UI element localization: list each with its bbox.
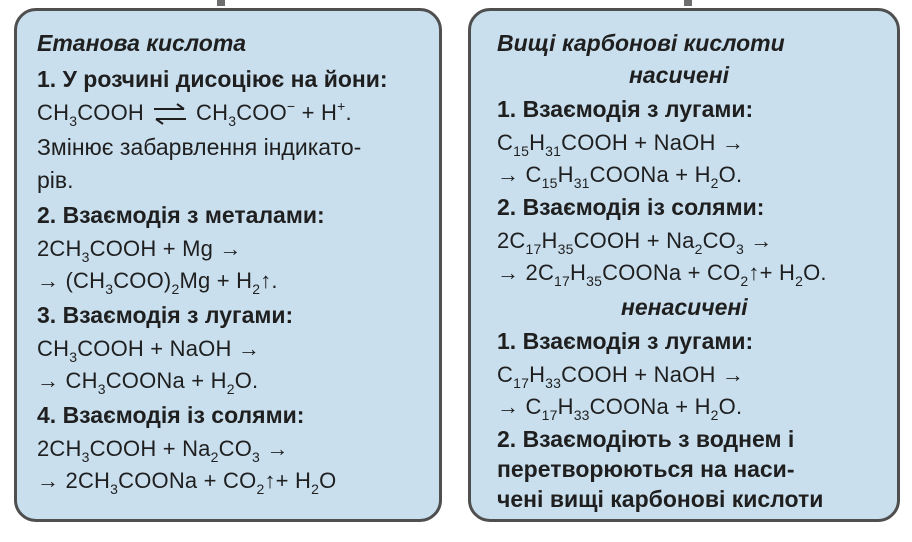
equation-unsat-alkalis-1: $C_{17}H_{33}COOH$ + NaOH → [497,362,745,391]
section-metals: 2. Взаємодія з металами: [37,202,325,228]
equation-salts-2: → $2CH_3COONa$ + $CO_2↑+ H_2O$ [37,468,337,497]
top-mark-left [217,0,225,6]
section-salts: 4. Взаємодія із солями: [37,402,305,428]
equation-alkalis-2: → $CH_3COONa + H_2O$. [37,368,259,397]
section-unsat-alkalis: 1. Взаємодія з лугами: [497,328,754,354]
equation-salts-1: $2CH_3COOH + Na_2CO_3$ → [37,436,289,465]
higher-carboxylic-acids-card [468,8,900,522]
equation-unsat-alkalis-2: → $C_{17}H_{33}COONa + H_2O$. [497,394,743,423]
section-salts: 2. Взаємодія із солями: [497,194,765,220]
hydrogenation-text-1: 2. Взаємодіють з воднем і [497,426,795,452]
section-alkalis: 1. Взаємодія з лугами: [497,96,754,122]
equation-alkalis-1: $CH_3COOH$ + NaOH → [37,336,261,365]
unsaturated-heading: ненасичені [621,294,748,320]
equation-dissociation: $CH_3COOH$ $CH_3COO^- + H^+$. [37,98,352,129]
indicator-text-1: Змінює забарвлення індикато- [37,134,362,160]
equation-sat-alkalis-2: → $C_{15}H_{31}COONa + H_2O$. [497,162,743,191]
indicator-text-2: рів. [37,167,74,193]
saturated-heading: насичені [629,62,730,88]
card-title: Етанова кислота [37,30,247,56]
section-alkalis: 3. Взаємодія з лугами: [37,302,294,328]
equation-sat-salts-1: $2C_{17}H_{35}COOH + Na_2CO_3$ → [497,228,773,257]
equilibrium-arrows-icon [152,101,188,127]
acetic-acid-card [14,8,442,522]
card-title: Вищі карбонові кислоти [497,30,785,56]
equation-sat-salts-2: → $2C_{17}H_{35}COONa$ + $CO_2↑+ H_2O$. [497,260,827,289]
top-mark-right [684,0,692,6]
equation-metals-2: → $(CH_3COO)_2Mg$ + $H_2↑$. [37,268,278,297]
section-dissociation: 1. У розчині дисоціює на йони: [37,66,388,92]
hydrogenation-text-3: чені вищі карбонові кислоти [497,486,824,512]
equation-metals-1: $2CH_3COOH + Mg$ → [37,236,242,265]
equation-sat-alkalis-1: $C_{15}H_{31}COOH$ + NaOH → [497,130,745,159]
hydrogenation-text-2: перетворюються на наси- [497,456,795,482]
